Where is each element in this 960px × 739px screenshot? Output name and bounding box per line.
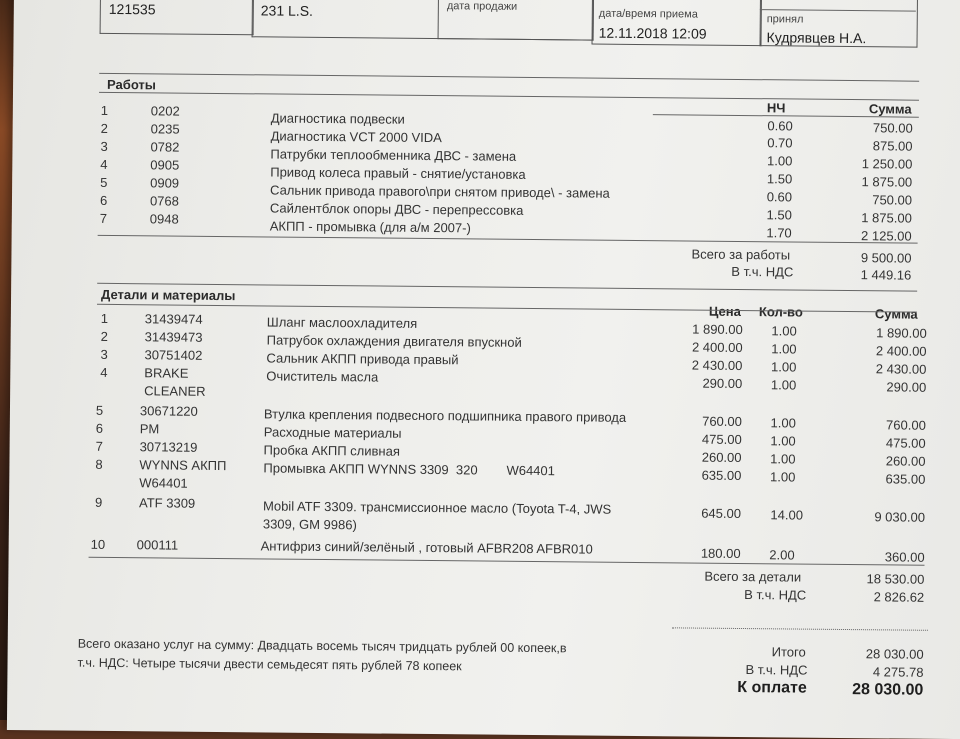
work-hours: 0.60 — [767, 118, 793, 134]
received-cell — [759, 0, 917, 48]
summary-dotted-rule — [672, 627, 928, 630]
part-code: 31439473 — [144, 329, 203, 345]
to-pay-value: 28 030.00 — [852, 681, 924, 699]
work-sum: 750.00 — [872, 192, 913, 208]
intake-value: 12.11.2018 12:09 — [598, 24, 707, 42]
work-hours: 1.50 — [766, 207, 792, 223]
parts-total-value: 18 530.00 — [866, 571, 925, 587]
sale-date-cell — [438, 0, 594, 41]
part-qty: 1.00 — [771, 323, 797, 339]
work-name: Сайлентблок опоры ДВС - перепрессовка — [269, 200, 524, 218]
order-number-cell — [100, 0, 254, 35]
amount-in-words-line1: Всего оказано услуг на сумму: Двадцать восемь тысяч тридцать рублей 00 копеек,в — [77, 636, 567, 656]
work-name: Диагностика VCT 2000 VIDA — [270, 128, 442, 146]
invoice-paper — [7, 0, 960, 739]
received-label: принял — [766, 13, 804, 26]
work-name: Патрубки теплообменника ДВС - замена — [270, 146, 517, 164]
part-price: 475.00 — [701, 431, 742, 448]
part-name: Промывка АКПП WYNNS 3309 320 W64401 — [263, 460, 555, 479]
grand-total-value: 28 030.00 — [865, 646, 924, 662]
part-qty: 1.00 — [770, 433, 796, 449]
part-code: 000111 — [136, 537, 179, 553]
sale-date-label: дата продажи — [446, 0, 518, 13]
work-code: 0202 — [150, 103, 180, 119]
part-price: 2 430.00 — [691, 357, 743, 374]
part-price: 1 890.00 — [692, 321, 743, 338]
parts-bottom-rule — [89, 557, 925, 566]
table-row: 10 — [90, 536, 106, 552]
table-row: 1 — [100, 310, 109, 326]
part-sum: 9 030.00 — [874, 509, 926, 525]
work-sum: 875.00 — [872, 138, 913, 154]
work-hours: 0.70 — [767, 135, 793, 151]
works-title: Работы — [107, 76, 157, 93]
work-hours: 1.50 — [766, 171, 793, 187]
received-value: Кудрявцев Н.А. — [766, 29, 867, 47]
part-code: WYNNS АКПП — [139, 457, 227, 474]
works-total-value: 9 500.00 — [860, 250, 912, 266]
part-name: Очиститель масла — [266, 368, 379, 385]
intake-cell — [592, 0, 762, 46]
part-name: Сальник АКПП привода правый — [266, 350, 459, 368]
table-row: 3 — [100, 138, 108, 154]
work-sum: 750.00 — [872, 120, 913, 136]
part-price: 645.00 — [701, 505, 742, 522]
part-sum: 2 400.00 — [875, 343, 927, 359]
part-code: 30713219 — [139, 439, 198, 455]
part-code: 30671220 — [139, 403, 198, 419]
table-row: 3 — [100, 346, 108, 362]
table-row: 4 — [100, 364, 108, 380]
works-vat-label: В т.ч. НДС — [731, 263, 794, 280]
table-row: 2 — [100, 120, 108, 136]
table-row: 6 — [99, 192, 108, 208]
part-code-cont: W64401 — [139, 475, 188, 491]
part-sum: 360.00 — [884, 549, 925, 565]
parts-vat-value: 2 826.62 — [873, 589, 925, 605]
part-code-cont: CLEANER — [144, 383, 206, 399]
table-row: 8 — [95, 456, 103, 472]
part-qty: 1.00 — [770, 377, 797, 393]
parts-title: Детали и материалы — [101, 286, 236, 304]
works-col-sum: Сумма — [868, 101, 912, 117]
part-price: 180.00 — [700, 545, 741, 562]
part-name-cont: 3309, GM 9986) — [262, 516, 357, 533]
work-name: АКПП - промывка (для а/м 2007-) — [269, 218, 471, 236]
work-code: 0905 — [150, 157, 180, 173]
part-code: BRAKE — [144, 365, 189, 381]
works-col-hours: НЧ — [766, 100, 786, 116]
part-qty: 1.00 — [771, 359, 797, 375]
work-hours: 1.00 — [767, 153, 793, 169]
grand-vat-value: 4 275.78 — [872, 664, 924, 680]
part-name: Антифриз синий/зелёный , готовый AFBR208 AFBR010 — [260, 538, 593, 557]
intake-label: дата/время приема — [598, 7, 698, 21]
part-name: Пробка АКПП сливная — [263, 442, 400, 459]
part-qty: 1.00 — [770, 415, 796, 431]
part-qty: 1.00 — [769, 469, 796, 485]
table-row: 9 — [95, 494, 103, 510]
works-vat-value: 1 449.16 — [860, 267, 912, 283]
part-qty: 1.00 — [770, 451, 796, 467]
part-price: 635.00 — [701, 467, 742, 484]
part-price: 290.00 — [702, 375, 743, 392]
to-pay-label: К оплате — [737, 678, 807, 697]
parts-col-qty: Кол-во — [758, 304, 803, 320]
part-sum: 2 430.00 — [875, 361, 927, 377]
work-code: 0782 — [150, 139, 180, 155]
part-sum: 1 890.00 — [876, 325, 927, 341]
order-number: 121535 — [108, 0, 156, 18]
part-name: Расходные материалы — [263, 424, 402, 441]
work-name: Сальник привода правого\при снятом приводе\ - замена — [270, 182, 610, 201]
part-qty: 14.00 — [770, 507, 804, 523]
parts-col-price: Цена — [708, 303, 741, 319]
table-row: 6 — [95, 420, 104, 436]
work-sum: 2 125.00 — [860, 228, 912, 244]
model: 231 L.S. — [260, 2, 314, 19]
table-row: 4 — [100, 156, 108, 172]
part-sum: 760.00 — [886, 417, 926, 433]
work-code: 0909 — [150, 175, 180, 191]
part-qty: 2.00 — [769, 547, 795, 563]
work-sum: 1 875.00 — [861, 174, 913, 190]
work-code: 0235 — [150, 121, 180, 137]
part-name: Шланг маслоохладителя — [266, 314, 418, 331]
grand-vat-label: В т.ч. НДС — [745, 662, 808, 678]
part-price: 760.00 — [702, 413, 742, 430]
parts-total-label: Всего за детали — [704, 568, 802, 585]
works-total-label: Всего за работы — [691, 246, 791, 263]
works-bottom-rule — [98, 235, 918, 244]
table-row: 7 — [99, 210, 108, 226]
part-sum: 635.00 — [885, 471, 926, 487]
part-sum: 260.00 — [885, 453, 926, 469]
parts-vat-label: В т.ч. НДС — [744, 587, 807, 603]
work-sum: 1 875.00 — [861, 210, 912, 226]
table-row: 5 — [95, 402, 104, 418]
part-name: Патрубок охлаждения двигателя впускной — [266, 332, 522, 350]
table-row: 1 — [100, 102, 109, 118]
work-code: 0768 — [149, 193, 179, 209]
part-qty: 1.00 — [771, 341, 797, 357]
parts-col-sum: Сумма — [874, 306, 918, 322]
works-top-rule — [99, 73, 919, 82]
work-name: Привод колеса правый - снятие/установка — [270, 164, 526, 182]
part-price: 260.00 — [701, 449, 742, 466]
part-code: PM — [139, 421, 160, 437]
work-code: 0948 — [149, 211, 179, 227]
part-name: Mobil ATF 3309. трансмиссионное масло (Toyota T-4, JWS — [262, 498, 612, 517]
table-row: 7 — [95, 438, 103, 454]
work-name: Диагностика подвески — [270, 110, 405, 127]
grand-total-label: Итого — [771, 644, 806, 660]
part-code: 30751402 — [144, 347, 203, 363]
work-hours: 1.70 — [766, 225, 792, 241]
amount-in-words-line2: т.ч. НДС: Четыре тысячи двести семьдесят пять рублей 78 копеек — [77, 655, 462, 674]
part-code: ATF 3309 — [139, 495, 196, 511]
part-sum: 475.00 — [885, 435, 926, 451]
part-name: Втулка крепления подвесного подшипника правого привода — [263, 406, 627, 425]
work-sum: 1 250.00 — [861, 156, 913, 172]
part-sum: 290.00 — [886, 379, 927, 395]
table-row: 5 — [100, 174, 108, 190]
part-code: 31439474 — [144, 311, 203, 327]
work-hours: 0.60 — [766, 189, 793, 205]
part-price: 2 400.00 — [691, 339, 743, 356]
table-row: 2 — [100, 328, 108, 344]
works-title-rule — [99, 92, 919, 101]
